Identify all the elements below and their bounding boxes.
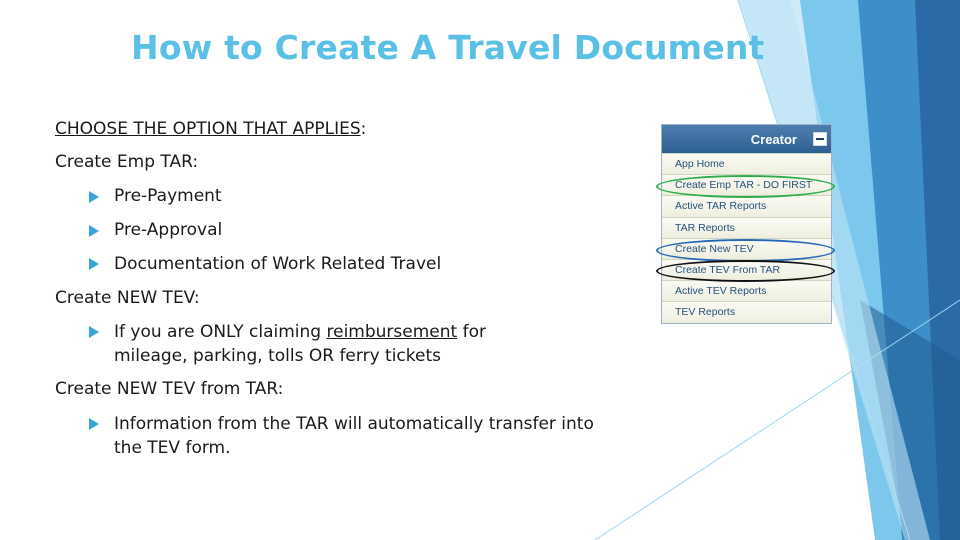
- collapse-minus-icon[interactable]: [813, 132, 827, 146]
- menu-item-create-tev-from-tar[interactable]: Create TEV From TAR: [662, 259, 831, 280]
- section-heading-new-tev: Create NEW TEV:: [55, 288, 200, 308]
- section-heading-emp-tar: Create Emp TAR:: [55, 152, 199, 172]
- bullet-pre-payment: Pre-Payment: [114, 186, 222, 206]
- highlight-ring-create-new-tev: [656, 239, 835, 262]
- creator-panel-title: Creator: [750, 132, 797, 147]
- choose-option-line: [55, 117, 366, 141]
- creator-panel: [661, 124, 832, 324]
- bullet-pre-approval: Pre-Approval: [114, 220, 223, 240]
- menu-item-app-home[interactable]: App Home: [662, 153, 831, 174]
- bullet-reimbursement-after: for mileage, parking, tolls OR ferry tickets: [114, 322, 486, 366]
- bullet-arrow-icon: [89, 418, 99, 430]
- bullet-documentation: Documentation of Work Related Travel: [114, 254, 442, 274]
- bullet-arrow-icon: [89, 258, 99, 270]
- bullet-arrow-icon: [89, 225, 99, 237]
- choose-option-label: CHOOSE THE OPTION THAT APPLIES: [55, 119, 361, 139]
- section-heading-tev-from-tar: Create NEW TEV from TAR:: [55, 379, 284, 399]
- bullet-tar-transfer: Information from the TAR will automatically transfer into the TEV form.: [114, 414, 594, 458]
- bullet-reimbursement: [114, 320, 514, 368]
- menu-item-create-new-tev[interactable]: Create New TEV: [662, 238, 831, 259]
- menu-item-create-emp-tar[interactable]: Create Emp TAR - DO FIRST: [662, 174, 831, 195]
- highlight-ring-create-emp-tar: [656, 175, 835, 198]
- choose-option-colon: :: [360, 119, 367, 139]
- bullet-reimbursement-before: If you are ONLY claiming: [114, 322, 327, 342]
- slide-title: How to Create A Travel Document: [131, 28, 765, 67]
- menu-item-active-tar-reports[interactable]: Active TAR Reports: [662, 195, 831, 216]
- bullet-arrow-icon: [89, 326, 99, 338]
- bullet-reimbursement-underlined: reimbursement: [326, 322, 458, 342]
- menu-item-tar-reports[interactable]: TAR Reports: [662, 217, 831, 238]
- menu-item-tev-reports[interactable]: TEV Reports: [662, 301, 831, 322]
- bullet-arrow-icon: [89, 191, 99, 203]
- creator-panel-header: [662, 125, 831, 153]
- highlight-ring-create-tev-from-tar: [656, 260, 835, 282]
- menu-item-active-tev-reports[interactable]: Active TEV Reports: [662, 280, 831, 301]
